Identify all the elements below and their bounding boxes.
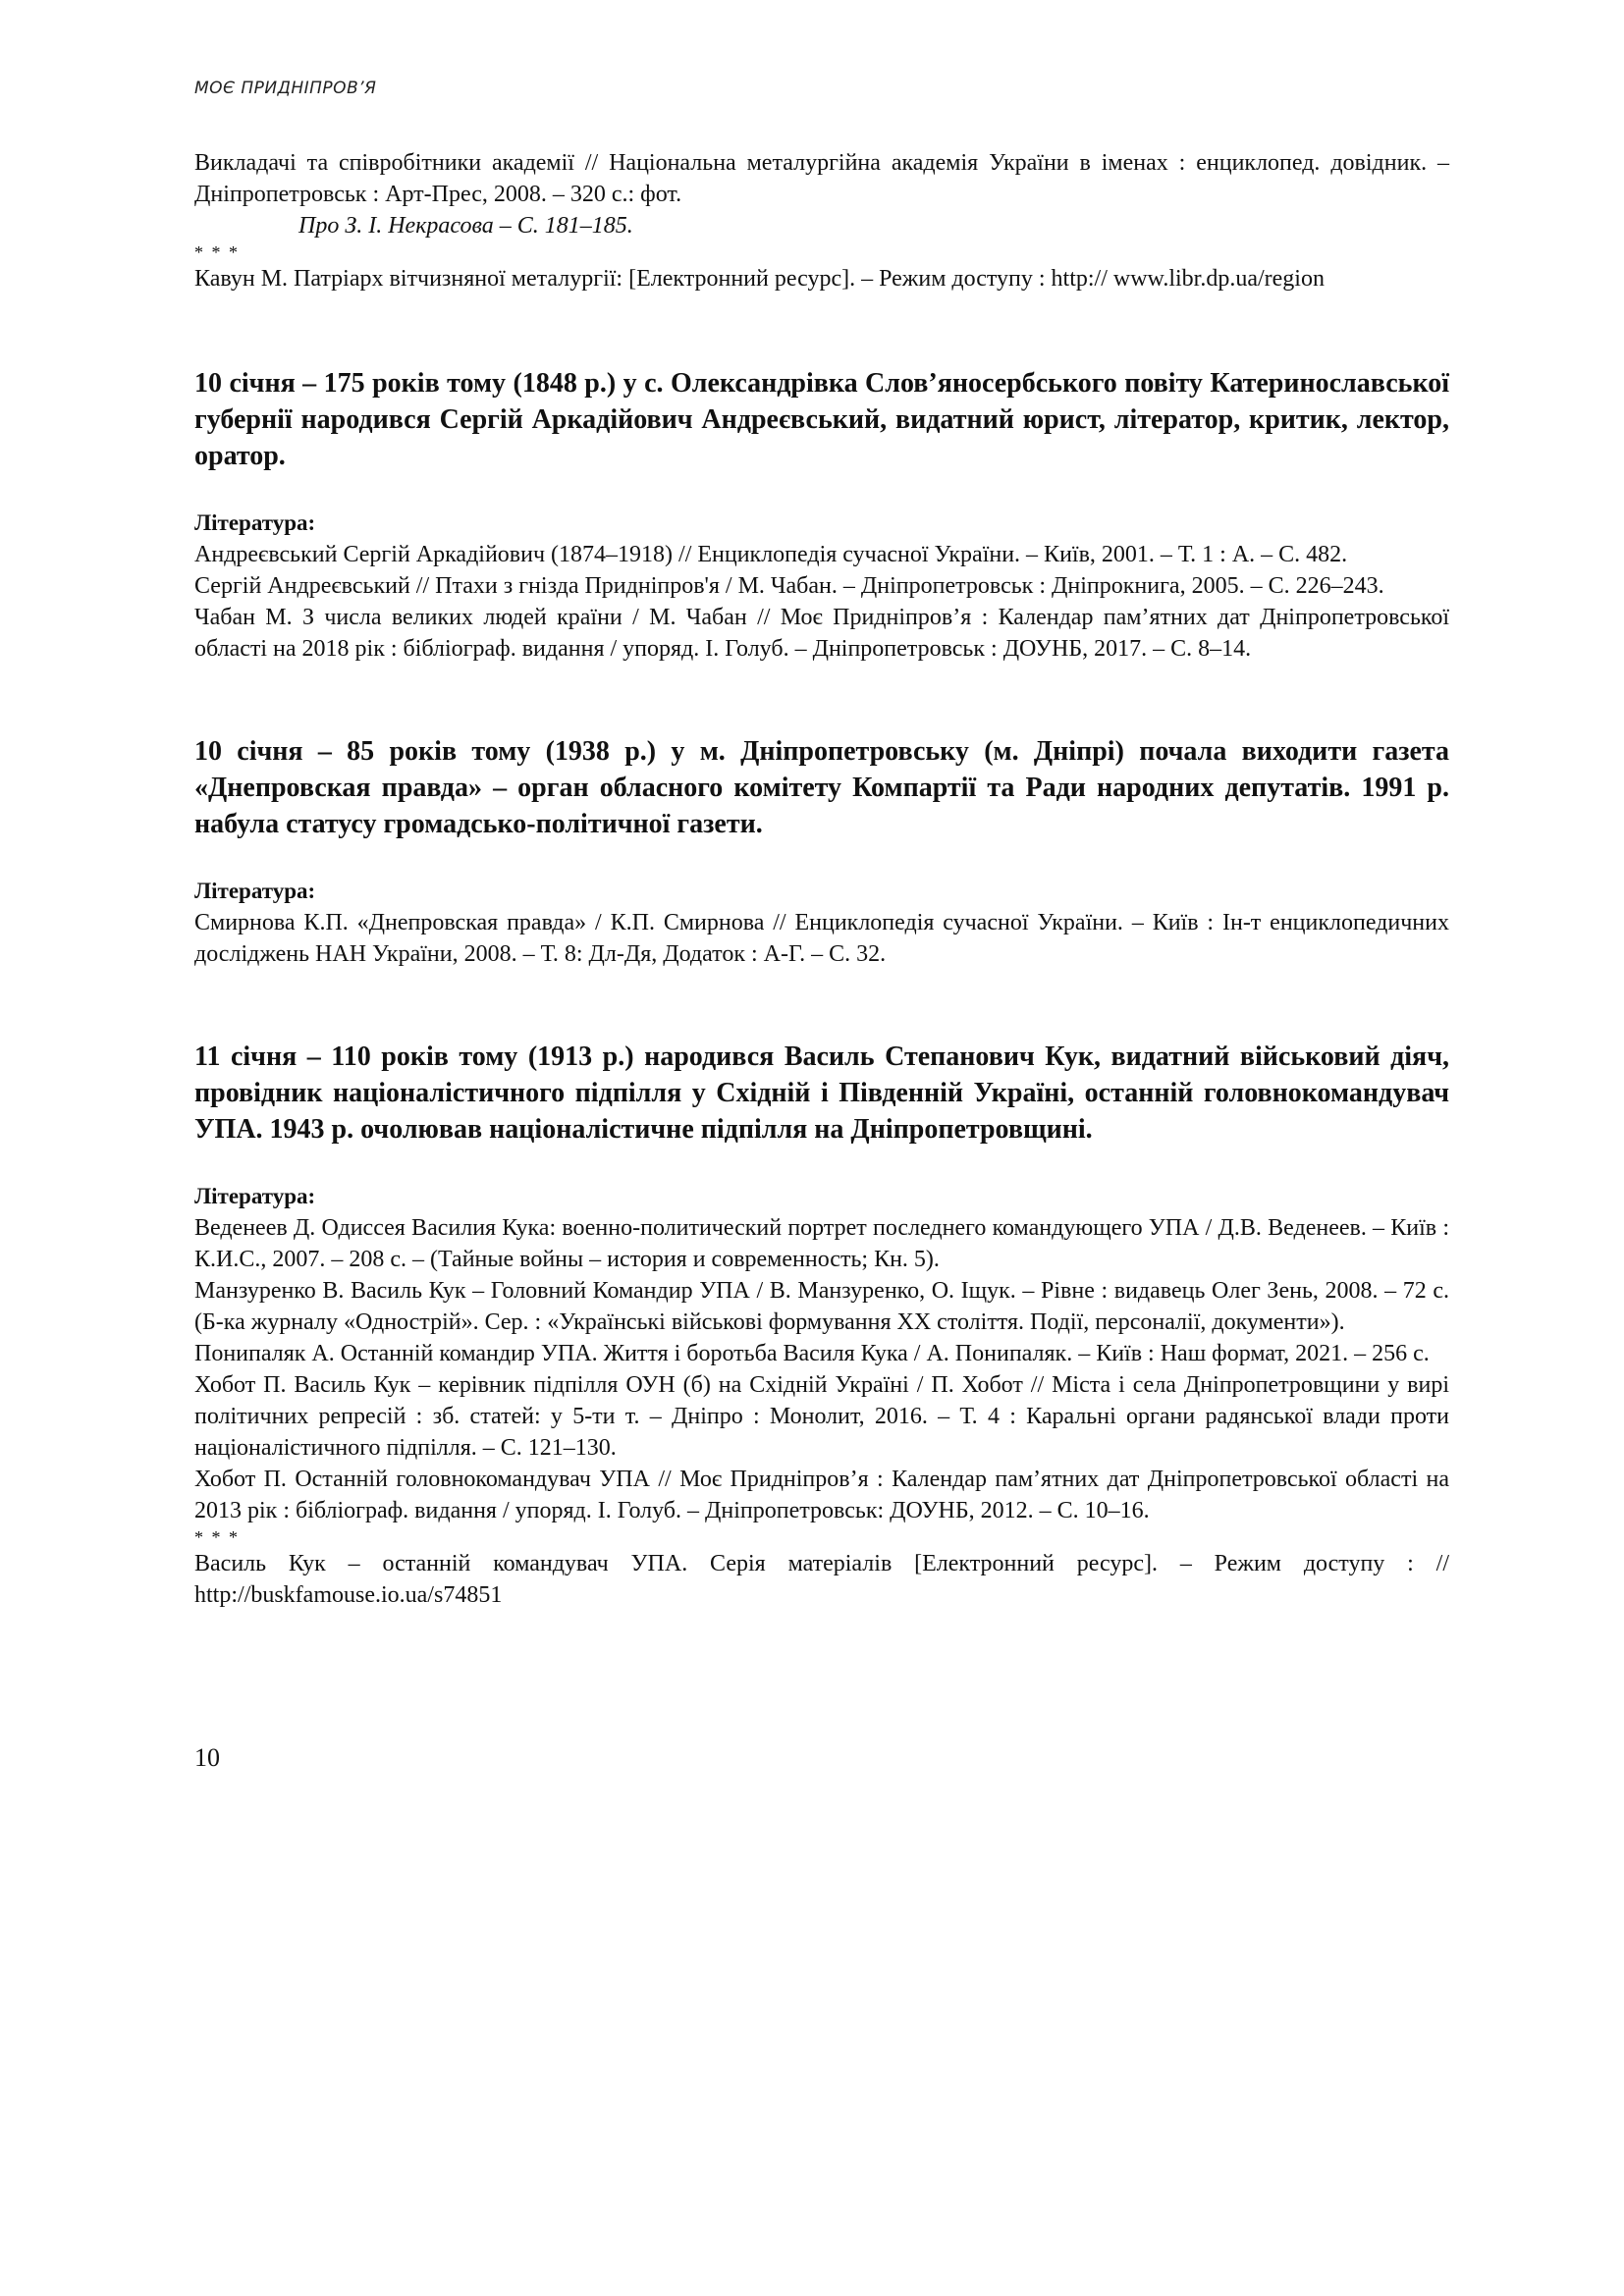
page-number: 10 [194,1743,220,1772]
running-header: МОЄ ПРИДНІПРОВ’Я [194,79,377,98]
reference-entry: Веденеев Д. Одиссея Василия Кука: военно-политический портрет последнего командующего УПА / Д.В. Веденеев. – Київ : К.И.С., 2007. – 208 с. – (Тайные войны – история и современность; Кн. 5). [194,1215,1449,1272]
section-dneprovskaya-pravda [194,733,1449,970]
reference-entry: Андреєвський Сергій Аркадійович (1874–1918) // Енциклопедія сучасної України. – Київ, 2001. – Т. 1 : А. – С. 482. [194,542,1348,567]
literature-label: Література: [194,1184,316,1208]
reference-entry: Сергій Андреєвський // Птахи з гнізда Придніпров'я / М. Чабан. – Дніпропетровськ : Дніпрокнига, 2005. – С. 226–243. [194,573,1384,599]
reference-entry: Чабан М. З числа великих людей країни / М. Чабан // Моє Придніпров’я : Календар пам’ятних дат Дніпропетровської області на 2018 рік : бібліограф. видання / упоряд. І. Голуб. – Дніпропетровськ : ДОУНБ, 2017. – С. 8–14. [194,605,1449,662]
reference-entry: Понипаляк А. Останній командир УПА. Життя і боротьба Василя Кука / А. Понипаляк. – Київ : Наш формат, 2021. – 256 с. [194,1341,1430,1366]
page-content [194,147,1449,1611]
section-andreevsky [194,365,1449,665]
reference-entry: Хобот П. Останній головнокомандувач УПА // Моє Придніпров’я : Календар пам’ятних дат Дніпропетровської області на 2013 рік : бібліограф. видання / упоряд. І. Голуб. – Дніпропетровськ: ДОУНБ, 2012. – С. 10–16. [194,1467,1449,1523]
section-heading: 10 січня – 175 років тому (1848 р.) у с. Олександрівка Слов’яносербського повіту Катеринославської губернії народився Сергій Аркадійович Андреєвський, видатний юрист, літератор, критик, лектор, оратор. [194,368,1449,471]
section-heading: 10 січня – 85 років тому (1938 р.) у м. Дніпропетровську (м. Дніпрі) почала виходити газета «Днепровская правда» – орган обласного комітету Компартії та Ради народних депутатів. 1991 р. набула статусу громадсько-політичної газети. [194,736,1449,839]
reference-entry: Викладачі та співробітники академії // Національна металургійна академія України в іменах : енциклопед. довідник. – Дніпропетровськ : Арт-Прес, 2008. – 320 с.: фот. [194,150,1449,207]
literature-label: Література: [194,510,316,535]
reference-entry: Хобот П. Василь Кук – керівник підпілля ОУН (б) на Східній Україні / П. Хобот // Міста і села Дніпропетровщини у вирі політичних репресій : зб. статей: у 5-ти т. – Дніпро : Монолит, 2016. – Т. 4 : Каральні органи радянської влади проти націоналістичного підпілля. – С. 121–130. [194,1372,1449,1461]
separator-stars: * * * [194,1527,240,1547]
section-kuk [194,1039,1449,1611]
reference-entry: Манзуренко В. Василь Кук – Головний Командир УПА / В. Манзуренко, О. Іщук. – Рівне : видавець Олег Зень, 2008. – 72 с. (Б-ка журналу «Однострій». Сер. : «Українські військові формування ХХ століття. Події, персоналії, документи»). [194,1278,1449,1335]
reference-note: Про З. І. Некрасова – С. 181–185. [298,213,633,239]
reference-entry: Кавун М. Патріарх вітчизняної металургії: [Електронний ресурс]. – Режим доступу : http:// www.libr.dp.ua/region [194,266,1325,292]
section-heading: 11 січня – 110 років тому (1913 р.) народився Василь Степанович Кук, видатний військовий діяч, провідник націоналістичного підпілля у Східній і Південній Україні, останній головнокомандувач УПА. 1943 р. очолював націоналістичне підпілля на Дніпропетровщині. [194,1041,1449,1145]
reference-entry: Василь Кук – останній командувач УПА. Серія матеріалів [Електронний ресурс]. – Режим доступу : // http://buskfamouse.io.ua/s74851 [194,1551,1449,1608]
reference-entry: Смирнова К.П. «Днепровская правда» / К.П. Смирнова // Енциклопедія сучасної України. – Київ : Ін-т енциклопедичних досліджень НАН України, 2008. – Т. 8: Дл-Дя, Додаток : А-Г. – С. 32. [194,910,1449,967]
literature-label: Література: [194,879,316,903]
separator-stars: * * * [194,242,240,262]
